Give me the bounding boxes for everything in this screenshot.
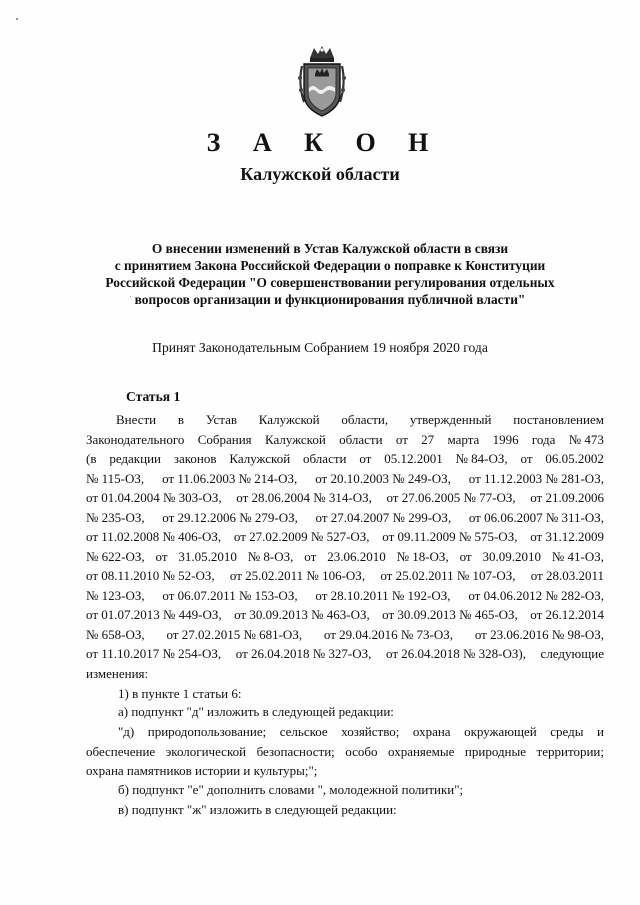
word: (в [86,451,97,466]
word: от 23.06.2016 № 98-ОЗ, [474,626,604,642]
word: 31.05.2010 [178,548,237,564]
text-line [86,449,604,469]
word: законов [173,451,217,466]
text-line [86,664,604,684]
word: № 235-ОЗ, [86,509,145,525]
text-line [86,547,604,567]
scan-speck [130,296,131,297]
text-line [86,566,604,586]
word: Калужской [258,412,320,427]
word: от 27.04.2007 № 299-ОЗ, [315,509,452,525]
word: от 31.12.2009 [530,529,604,544]
word: Законодательного [86,431,185,447]
law-name-line: вопросов организации и функционирования публичной власти" [134,292,526,307]
word: охрана [412,724,451,739]
text-line [86,722,604,742]
word: редакции [109,451,161,466]
word: от 25.02.2011 № 106-ОЗ, [229,568,366,583]
coat-of-arms-emblem [296,44,348,118]
word: "д) [118,724,135,739]
word: в [177,412,185,427]
word: области, [341,412,389,427]
word: от 29.12.2006 № 279-ОЗ, [162,509,298,525]
word: от 09.11.2009 № 575-ОЗ, [382,529,518,544]
document-title: З А К О Н [206,128,442,157]
word: от 26.04.2018 № 327-ОЗ, [235,646,372,661]
word: среды [550,724,584,739]
word: № 115-ОЗ, [86,470,145,486]
word: марта [447,431,480,447]
word: от 28.06.2004 № 314-ОЗ, [236,490,372,505]
word: 06.05.2002 [545,451,604,466]
word: Калужской [264,431,326,447]
word: природопользование; [147,724,267,739]
word: № 658-ОЗ, [86,626,145,642]
word: от 20.10.2003 № 249-ОЗ, [315,470,451,486]
word: № 84-ОЗ, [455,451,508,466]
word: области [303,451,347,466]
scan-speck [16,18,18,20]
text-line [86,586,604,606]
list-item: б) подпункт "е" дополнить словами ", молодежной политики"; [118,782,464,797]
law-name [90,240,570,308]
word: № 41-ОЗ, [551,548,604,564]
word: и [596,724,604,739]
text-line [86,508,604,528]
list-item: а) подпункт "д" изложить в следующей редакции: [118,704,394,719]
text-line [86,605,604,625]
adoption-statement: Принят Законодательным Собранием 19 ноября 2020 года [152,340,488,355]
text-line [86,742,604,762]
word: № 473 [568,431,604,447]
word: № 8-ОЗ, [247,548,294,564]
text-line [86,430,604,450]
word: 27 [421,431,435,447]
word: особо [345,743,378,759]
text-line [86,625,604,645]
word: от 01.04.2004 № 303-ОЗ, [86,490,222,505]
word: охрана памятников истории и культуры;"; [86,763,318,778]
word: от 25.02.2011 № 107-ОЗ, [380,568,516,583]
law-name-line: Российской Федерации "О совершенствовании регулирования отдельных [105,275,555,290]
word: Устав [205,412,238,427]
word: от 29.04.2016 № 73-ОЗ, [323,626,454,642]
word: безопасности; [256,743,335,759]
word: от 11.02.2008 № 406-ОЗ, [86,529,222,544]
word: от [459,548,472,564]
word: Внести [116,412,157,427]
word: сельское [279,724,328,739]
text-line [86,761,604,781]
word: от 04.06.2012 № 282-ОЗ, [468,587,604,603]
text-line [86,527,604,547]
word: от 30.09.2013 № 465-ОЗ, [382,607,518,622]
law-name-line: О внесении изменений в Устав Калужской области в связи [151,241,509,256]
text-line [86,469,604,489]
document-subtitle: Калужской области [240,164,400,184]
word: Калужской [229,451,291,466]
word: № 123-ОЗ, [86,587,145,603]
word: охраняемые [388,743,455,759]
word: от 11.12.2003 № 281-ОЗ, [468,470,604,486]
word: Собрания [197,431,252,447]
word: хозяйство; [341,724,400,739]
word: от 28.03.2011 [530,568,604,583]
word: от 08.11.2010 № 52-ОЗ, [86,568,215,583]
word: 30.09.2010 [482,548,541,564]
word: от 26.04.2018 № 328-ОЗ), [385,646,526,661]
word: обеспечение [86,743,156,759]
word: от 27.02.2015 № 681-ОЗ, [166,626,303,642]
word: года [531,431,556,447]
word: от 11.10.2017 № 254-ОЗ, [86,646,222,661]
word: территории; [536,743,604,759]
text-line [86,410,604,430]
article-heading: Статья 1 [126,389,181,404]
word: от 30.09.2013 № 463-ОЗ, [234,607,370,622]
law-name-line: с принятием Закона Российской Федерации о поправке к Конституции [114,258,546,273]
word: от 06.07.2011 № 153-ОЗ, [162,587,298,603]
word: 05.12.2001 [384,451,443,466]
word: от [304,548,317,564]
word: утвержденный [409,412,492,427]
word: № 18-ОЗ, [396,548,449,564]
word: области [339,431,383,447]
word: от 06.06.2007 № 311-ОЗ, [468,509,604,525]
word: окружающей [464,724,537,739]
word: от 21.09.2006 [530,490,604,505]
word: от 27.06.2005 № 77-ОЗ, [386,490,516,505]
word: от 11.06.2003 № 214-ОЗ, [162,470,298,486]
list-item: 1) в пункте 1 статьи 6: [118,686,242,701]
word: следующие [540,646,604,661]
word: от [520,451,533,466]
word: от [359,451,372,466]
word: 1996 [492,431,519,447]
word: природные [464,743,527,759]
word: от 27.02.2009 № 527-ОЗ, [233,529,370,544]
word: от 01.07.2013 № 449-ОЗ, [86,607,222,622]
word: от [155,548,168,564]
quoted-text [86,722,604,781]
word: экологической [165,743,247,759]
list-item: в) подпункт "ж" изложить в следующей редакции: [118,802,397,817]
text-line [86,644,604,664]
word: от 26.12.2014 [530,607,604,622]
word: от 28.10.2011 № 192-ОЗ, [315,587,451,603]
word: от [395,431,408,447]
text-line [86,488,604,508]
word: постановлением [513,412,604,427]
article-intro-paragraph [86,410,604,683]
word: изменения: [86,665,149,681]
word: № 622-ОЗ, [86,548,145,564]
word: 23.06.2010 [327,548,386,564]
